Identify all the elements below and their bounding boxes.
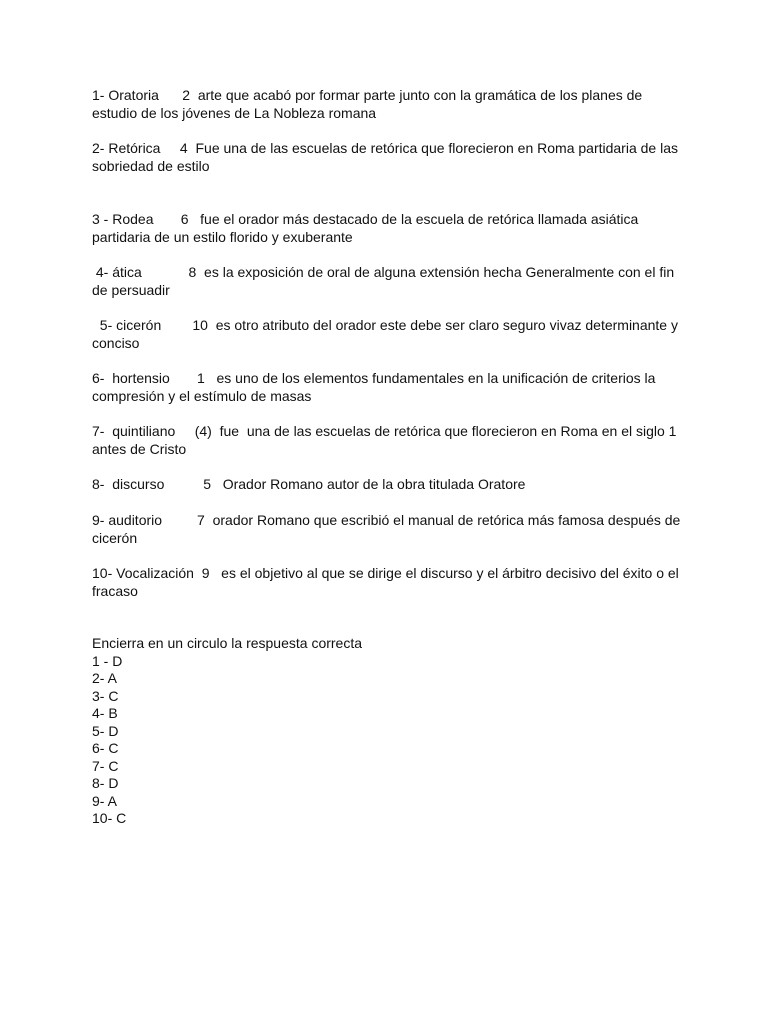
answer-item: 7- C <box>92 757 119 774</box>
matching-item-10: 10- Vocalización 9 es el objetivo al que se dirige el discurso y el árbitro decisivo del éxito o el fracaso <box>92 565 683 599</box>
matching-item-2: 2- Retórica 4 Fue una de las escuelas de retórica que florecieron en Roma partidaria de las sobriedad de estilo <box>92 140 682 174</box>
answer-list <box>92 653 126 828</box>
answer-item: 10- C <box>92 810 127 826</box>
answer-item: 6- C <box>92 740 119 756</box>
matching-item-7: 7- quintiliano (4) fue una de las escuelas de retórica que florecieron en Roma en el siglo 1 antes de Cristo <box>92 423 681 457</box>
matching-item-4: 4- ática 8 es la exposición de oral de alguna extensión hecha Generalmente con el fin de persuadir <box>92 264 679 298</box>
answer-item: 9- A <box>92 792 117 809</box>
answer-item: 8- D <box>92 775 119 791</box>
matching-item-1: 1- Oratoria 2 arte que acabó por formar parte junto con la gramática de los planes de estudio de los jóvenes de La Nobleza romana <box>92 87 647 121</box>
matching-item-8: 8- discurso 5 Orador Romano autor de la obra titulada Oratore <box>92 476 526 492</box>
matching-item-6: 6- hortensio 1 es uno de los elementos fundamentales en la unificación de criterios la compresión y el estímulo de masas <box>92 370 660 404</box>
answer-item: 5- D <box>92 722 119 739</box>
matching-item-3: 3 - Rodea 6 fue el orador más destacado de la escuela de retórica llamada asiática partidaria de un estilo florido y exuberante <box>92 211 643 245</box>
answer-item: 1 - D <box>92 652 123 669</box>
answer-item: 4- B <box>92 705 118 721</box>
answer-item: 2- A <box>92 670 117 686</box>
answer-item: 3- C <box>92 687 119 704</box>
matching-item-5: 5- cicerón 10 es otro atributo del orador este debe ser claro seguro vivaz determinante y conciso <box>92 317 682 351</box>
matching-item-9: 9- auditorio 7 orador Romano que escribió el manual de retórica más famosa después de cicerón <box>92 512 685 546</box>
instruction-text: Encierra en un circulo la respuesta correcta <box>92 635 363 651</box>
